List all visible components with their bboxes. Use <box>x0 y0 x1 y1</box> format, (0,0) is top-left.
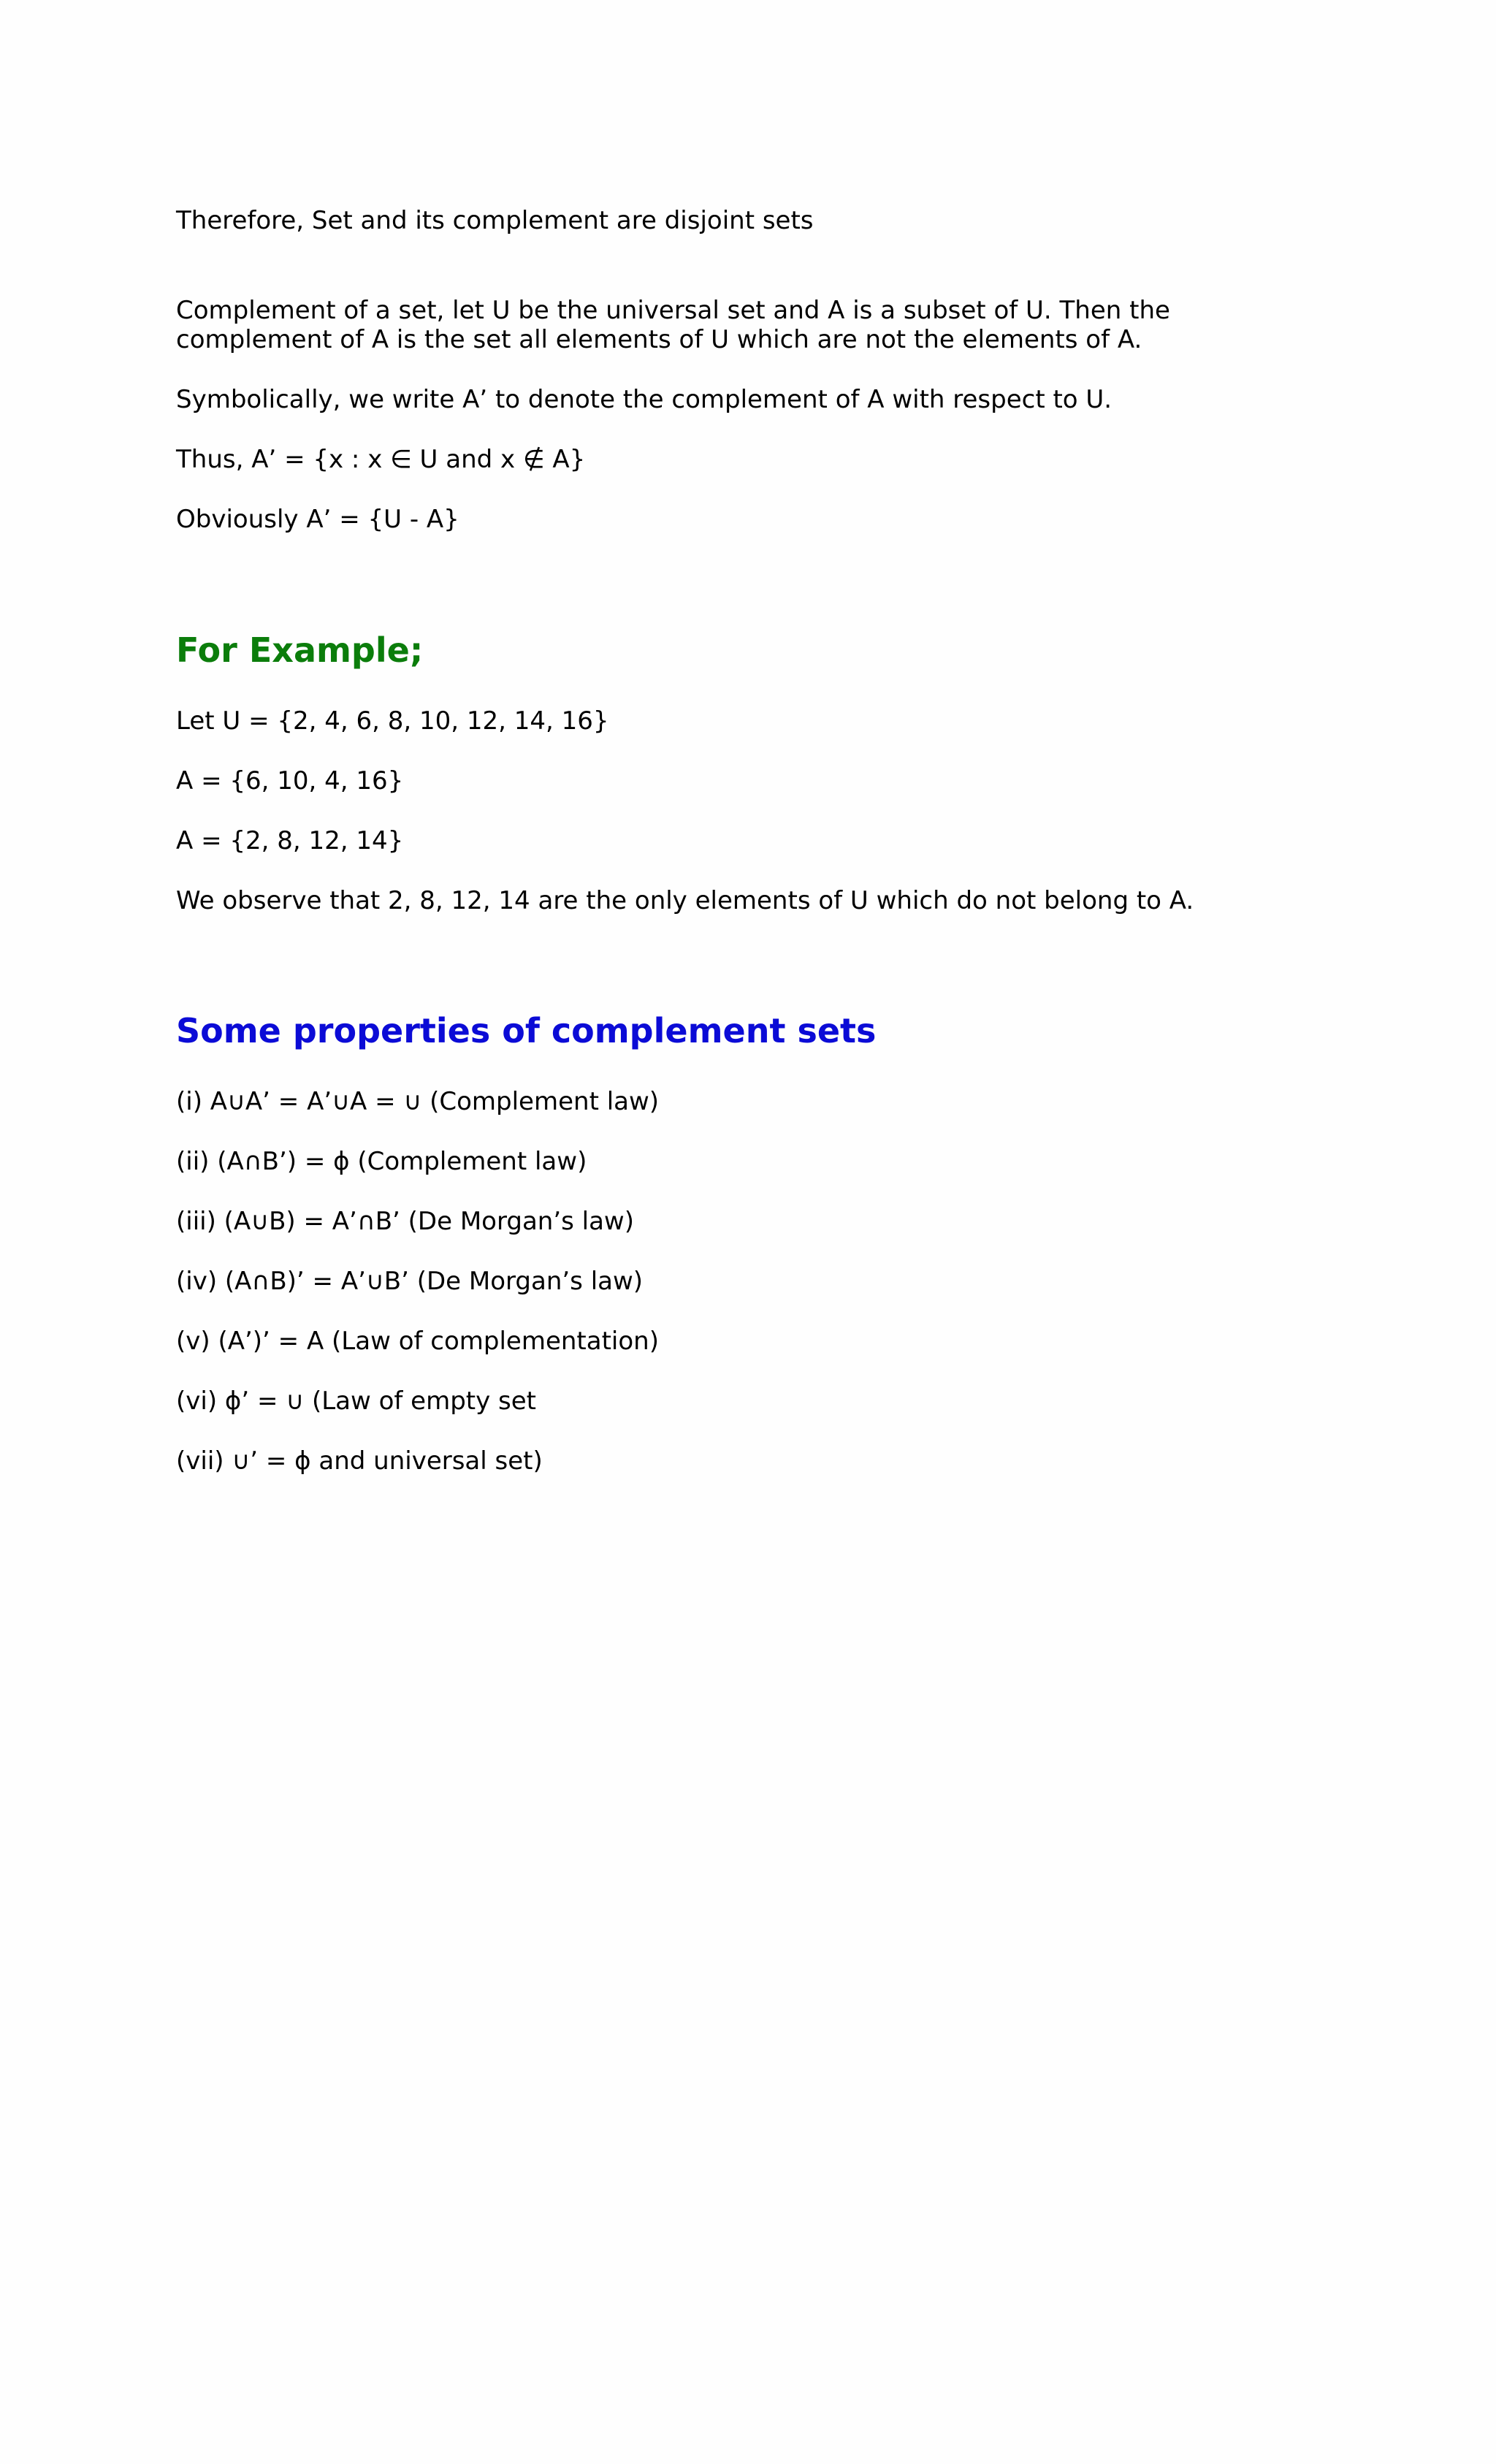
property-item: (vi) ϕ’ = ∪ (Law of empty set <box>176 1387 537 1416</box>
symbolic-sentence: Symbolically, we write A’ to denote the complement of A with respect to U. <box>176 385 1113 414</box>
example-universal-set: Let U = {2, 4, 6, 8, 10, 12, 14, 16} <box>176 706 609 736</box>
definition-line-1: Complement of a set, let U be the universal set and A is a subset of U. Then the <box>176 296 1170 325</box>
example-set-a: A = {6, 10, 4, 16} <box>176 766 404 796</box>
property-item: (iv) (A∩B)’ = A’∪B’ (De Morgan’s law) <box>176 1267 644 1296</box>
disjoint-sentence: Therefore, Set and its complement are disjoint sets <box>176 206 814 235</box>
example-observation: We observe that 2, 8, 12, 14 are the only elements of U which do not belong to A. <box>176 886 1194 915</box>
difference-definition: Obviously A’ = {U - A} <box>176 505 459 534</box>
set-builder-definition: Thus, A’ = {x : x ∈ U and x ∉ A} <box>176 445 586 474</box>
property-item: (iii) (A∪B) = A’∩B’ (De Morgan’s law) <box>176 1207 635 1236</box>
example-heading: For Example; <box>176 630 424 670</box>
property-item: (ii) (A∩B’) = ϕ (Complement law) <box>176 1147 587 1176</box>
property-item: (vii) ∪’ = ϕ and universal set) <box>176 1446 543 1476</box>
property-item: (i) A∪A’ = A’∪A = ∪ (Complement law) <box>176 1087 660 1116</box>
property-item: (v) (A’)’ = A (Law of complementation) <box>176 1327 659 1356</box>
example-complement-set: A = {2, 8, 12, 14} <box>176 826 404 855</box>
properties-heading: Some properties of complement sets <box>176 1011 877 1050</box>
definition-line-2: complement of A is the set all elements of U which are not the elements of A. <box>176 325 1142 354</box>
